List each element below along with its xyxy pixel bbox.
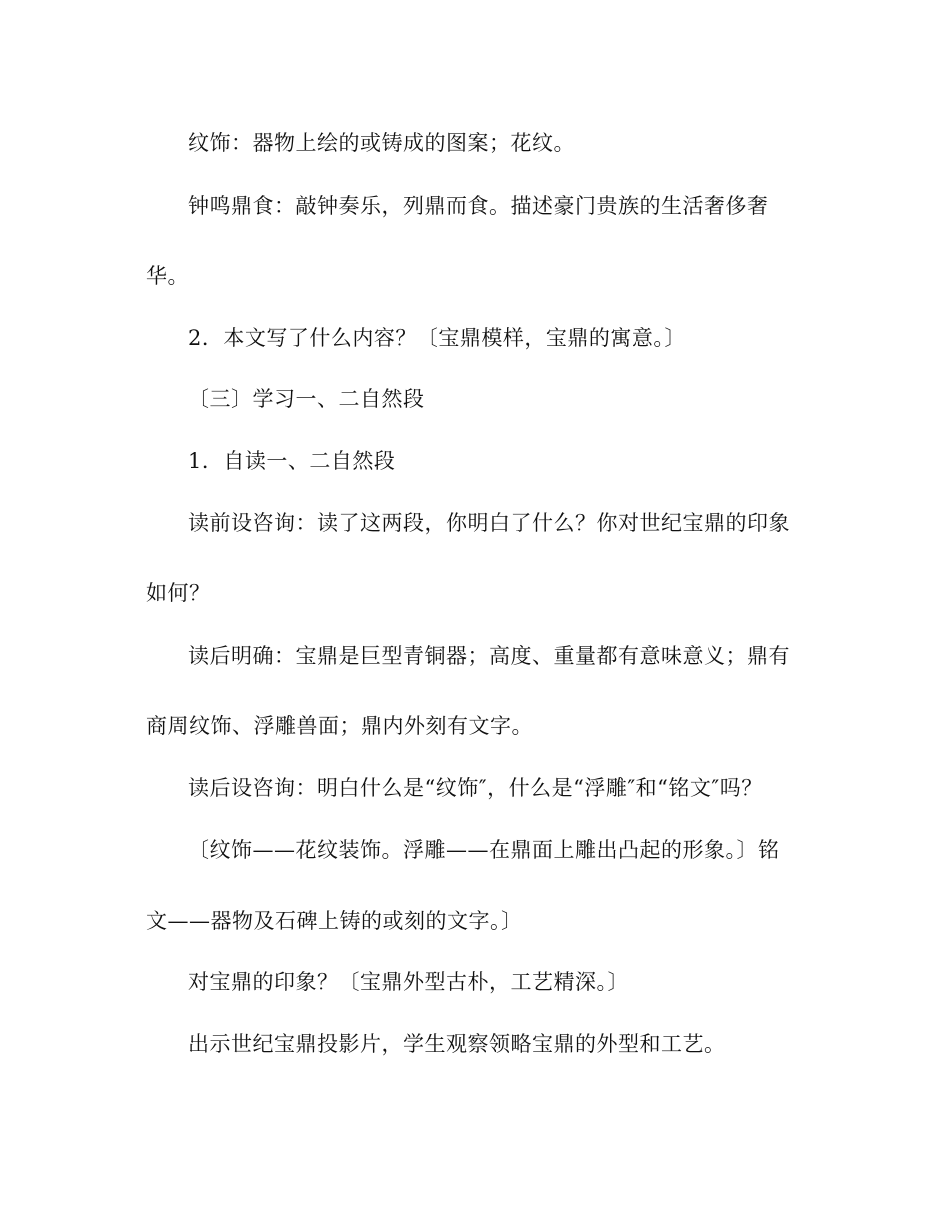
section-heading: 〔三〕学习一、二自然段 [188, 387, 425, 411]
paragraph-line: 如何？ [146, 581, 211, 605]
paragraph-line: 纹饰：器物上绘的或铸成的图案；花纹。 [188, 131, 575, 155]
paragraph-line: 2．本文写了什么内容？〔宝鼎模样，宝鼎的寓意。〕 [188, 326, 686, 350]
paragraph-line: 商周纹饰、浮雕兽面；鼎内外刻有文字。 [146, 714, 533, 738]
paragraph-line: 对宝鼎的印象？〔宝鼎外型古朴，工艺精深。〕 [188, 970, 629, 994]
paragraph-line: 读后明确：宝鼎是巨型青铜器；高度、重量都有意味意义；鼎有 [188, 644, 790, 668]
paragraph-line: 出示世纪宝鼎投影片，学生观察领略宝鼎的外型和工艺。 [188, 1032, 726, 1056]
paragraph-line: 〔纹饰——花纹装饰。浮雕——在鼎面上雕出凸起的形象。〕铭 [188, 838, 780, 862]
paragraph-line: 读后设咨询：明白什么是“纹饰″，什么是“浮雕″和“铭文″吗？ [188, 776, 763, 800]
paragraph-line: 读前设咨询：读了这两段，你明白了什么？你对世纪宝鼎的印象 [188, 511, 790, 535]
paragraph-line: 文——器物及石碑上铸的或刻的文字。〕 [146, 909, 523, 933]
subsection-heading: 1．自读一、二自然段 [188, 449, 396, 473]
paragraph-line: 华。 [146, 264, 189, 288]
paragraph-line: 钟鸣鼎食：敲钟奏乐，列鼎而食。描述豪门贵族的生活奢侈奢 [188, 194, 769, 218]
